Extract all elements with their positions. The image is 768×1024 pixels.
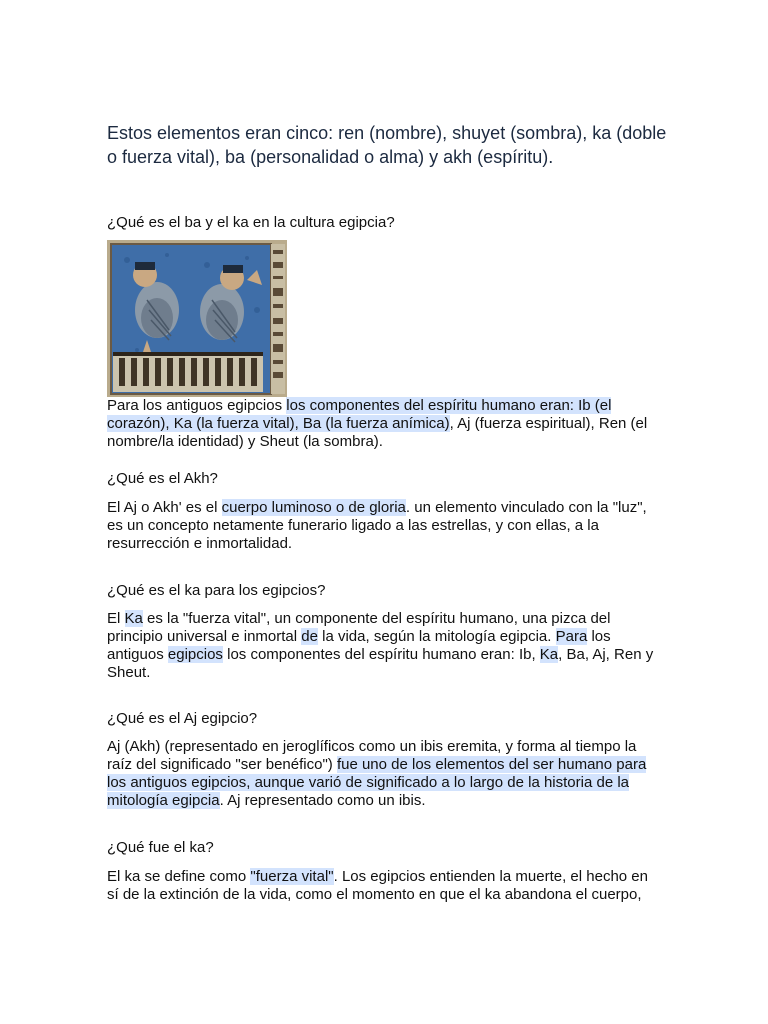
- text: los antiguos: [107, 628, 611, 663]
- text: la vida, según la mitología egipcia.: [317, 628, 556, 645]
- paragraph-ba-ka: [107, 397, 662, 451]
- text: . un elemento vinculado con la "luz", es un concepto netamente funerario ligado a las estrellas, y con ellas, a la resurrección e inmortalidad.: [107, 499, 647, 552]
- paragraph-akh: [107, 499, 662, 553]
- highlight: de: [301, 628, 318, 645]
- highlight: fue uno de los elementos del ser humano para los antiguos egipcios, aunque varió de significado a lo largo de la historia de la mitología egipcia: [107, 756, 647, 809]
- question-ka-egipcios: ¿Qué es el ka para los egipcios?: [107, 582, 326, 599]
- question-ba-ka: ¿Qué es el ba y el ka en la cultura egipcia?: [107, 214, 395, 231]
- highlight: los componentes del espíritu humano eran: Ib (el corazón), Ka (la fuerza vital), Ba (la fuerza anímica): [107, 397, 612, 432]
- paragraph-ka: [107, 610, 662, 682]
- paragraph-que-fue-ka: [107, 868, 662, 904]
- egyptian-relief-image: [107, 240, 287, 397]
- highlight: cuerpo luminoso o de gloria: [221, 499, 406, 516]
- question-akh: ¿Qué es el Akh?: [107, 470, 218, 487]
- question-que-fue-ka: ¿Qué fue el ka?: [107, 839, 214, 856]
- highlight: Ka: [124, 610, 143, 627]
- text: . Los egipcios entienden la muerte, el hecho en sí de la extinción de la vida, como el momento en que el ka abandona el cuerpo,: [107, 868, 648, 903]
- text: El Aj o Akh' es el: [107, 499, 222, 516]
- text: Para los antiguos egipcios: [107, 397, 287, 414]
- highlight: "fuerza vital": [250, 868, 334, 885]
- highlight: egipcios: [167, 646, 223, 663]
- paragraph-aj: [107, 738, 662, 810]
- text: es la "fuerza vital", un componente del espíritu humano, una pizca del principio universal e inmortal: [107, 610, 611, 645]
- text: . Aj representado como un ibis.: [219, 792, 426, 809]
- text: , Ba, Aj, Ren y Sheut.: [107, 646, 654, 681]
- text: Aj (Akh) (representado en jeroglíficos como un ibis eremita, y forma al tiempo la raíz del significado "ser benéfico"): [107, 738, 637, 773]
- egyptian-ba-birds-icon: [107, 240, 287, 397]
- question-aj: ¿Qué es el Aj egipcio?: [107, 710, 258, 727]
- highlight: Para: [555, 628, 588, 645]
- text: los componentes del espíritu humano eran: Ib,: [222, 646, 540, 663]
- text: El ka se define como: [107, 868, 251, 885]
- text: El: [107, 610, 125, 627]
- text: , Aj (fuerza espiritual), Ren (el nombre/la identidad) y Sheut (la sombra).: [107, 415, 648, 450]
- highlight: Ka: [539, 646, 559, 663]
- lead-paragraph: Estos elementos eran cinco: ren (nombre), shuyet (sombra), ka (doble o fuerza vital), ba (personalidad o alma) y akh (espíritu).: [107, 123, 667, 167]
